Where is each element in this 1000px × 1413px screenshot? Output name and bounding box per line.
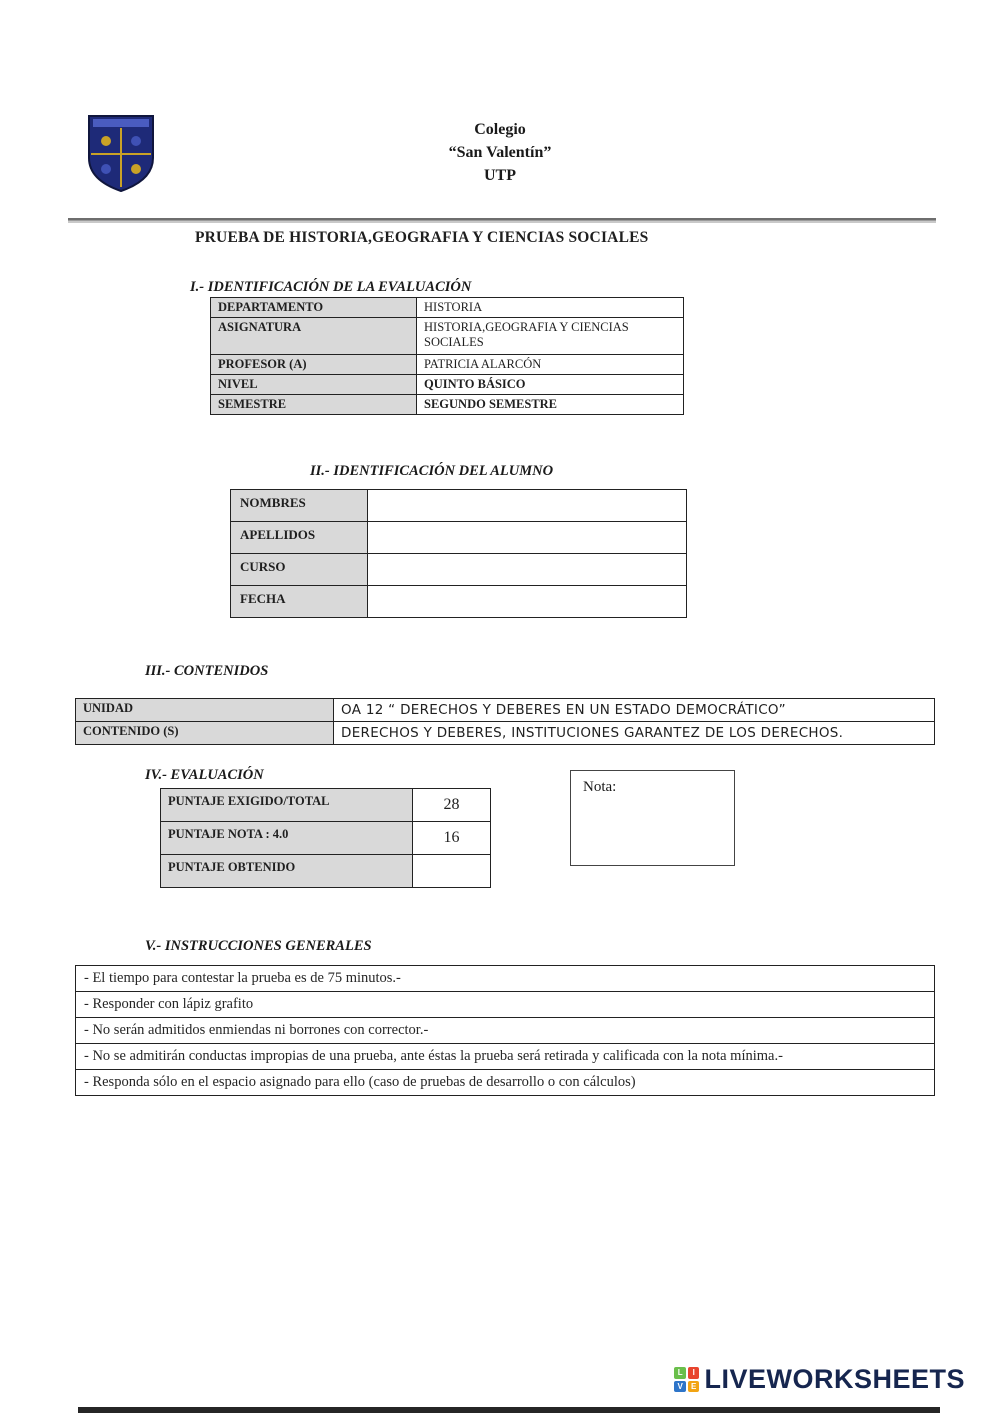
puntaje-nota-label: PUNTAJE NOTA : 4.0 [161,822,413,855]
nota-box[interactable] [570,770,735,866]
table-row [211,355,684,375]
profesor-label: PROFESOR (A) [211,355,417,375]
asignatura-label: ASIGNATURA [211,318,417,355]
table-row [161,789,491,822]
student-id-table [230,489,687,618]
table-row [231,522,687,554]
table-row [161,855,491,888]
nombres-input-cell[interactable] [368,490,687,522]
fecha-input-cell[interactable] [368,586,687,618]
instruction-5: - Responda sólo en el espacio asignado para ello (caso de pruebas de desarrollo o con cálculos) [76,1070,935,1096]
table-row [231,586,687,618]
logo-square-v: V [674,1381,686,1393]
table-row [76,1018,935,1044]
table-row [231,554,687,586]
document-title: PRUEBA DE HISTORIA,GEOGRAFIA Y CIENCIAS SOCIALES [195,229,649,246]
table-row [161,822,491,855]
table-row [76,722,935,745]
contents-table [75,698,935,745]
section-4-heading: IV.- EVALUACIÓN [145,767,264,783]
semestre-label: SEMESTRE [211,395,417,415]
nivel-label: NIVEL [211,375,417,395]
departamento-label: DEPARTAMENTO [211,298,417,318]
page-bottom-edge [78,1407,940,1413]
score-table [160,788,491,888]
school-name-line3: UTP [484,167,516,184]
instruction-1: - El tiempo para contestar la prueba es de 75 minutos.- [76,966,935,992]
semestre-value: SEGUNDO SEMESTRE [417,395,684,415]
table-row [211,298,684,318]
instruction-3: - No serán admitidos enmiendas ni borrones con corrector.- [76,1018,935,1044]
table-row [76,1070,935,1096]
puntaje-total-label: PUNTAJE EXIGIDO/TOTAL [161,789,413,822]
unidad-label: UNIDAD [76,699,334,722]
section-1-heading: I.- IDENTIFICACIÓN DE LA EVALUACIÓN [190,279,472,295]
nivel-value: QUINTO BÁSICO [417,375,684,395]
table-row [211,375,684,395]
puntaje-nota-value: 16 [413,822,491,855]
curso-input-cell[interactable] [368,554,687,586]
logo-square-l: L [674,1367,686,1379]
header-divider [68,218,936,223]
instruction-4: - No se admitirán conductas impropias de una prueba, ante éstas la prueba será retirada y calificada con la nota mínima.- [76,1044,935,1070]
school-header [0,118,1000,187]
apellidos-label: APELLIDOS [231,522,368,554]
contenido-label: CONTENIDO (S) [76,722,334,745]
school-name-line1: Colegio [474,121,526,138]
section-3-heading: III.- CONTENIDOS [145,663,269,679]
table-row [231,490,687,522]
table-row [76,992,935,1018]
liveworksheets-wordmark: LIVEWORKSHEETS [704,1364,965,1394]
puntaje-obtenido-label: PUNTAJE OBTENIDO [161,855,413,888]
logo-square-e: E [688,1381,700,1393]
liveworksheets-logo-icon [674,1367,699,1392]
asignatura-value: HISTORIA,GEOGRAFIA Y CIENCIAS SOCIALES [417,318,684,355]
table-row [76,966,935,992]
instructions-table [75,965,935,1096]
nombres-label: NOMBRES [231,490,368,522]
liveworksheets-brand[interactable] [674,1364,965,1395]
puntaje-obtenido-input-cell[interactable] [413,855,491,888]
nota-label: Nota: [583,779,617,795]
logo-square-i: I [688,1367,700,1379]
apellidos-input-cell[interactable] [368,522,687,554]
table-row [211,318,684,355]
puntaje-total-value: 28 [413,789,491,822]
profesor-value: PATRICIA ALARCÓN [417,355,684,375]
table-row [76,1044,935,1070]
section-5-heading: V.- INSTRUCCIONES GENERALES [145,938,372,954]
table-row [76,699,935,722]
section-2-heading: II.- IDENTIFICACIÓN DEL ALUMNO [310,463,554,479]
contenido-value: DERECHOS Y DEBERES, INSTITUCIONES GARANTEZ DE LOS DERECHOS. [334,722,935,745]
departamento-value: HISTORIA [417,298,684,318]
instruction-2: - Responder con lápiz grafito [76,992,935,1018]
fecha-label: FECHA [231,586,368,618]
school-name-line2: “San Valentín” [448,144,552,161]
unidad-value: OA 12 “ DERECHOS Y DEBERES EN UN ESTADO DEMOCRÁTICO” [334,699,935,722]
curso-label: CURSO [231,554,368,586]
table-row [211,395,684,415]
evaluation-id-table [210,297,684,415]
